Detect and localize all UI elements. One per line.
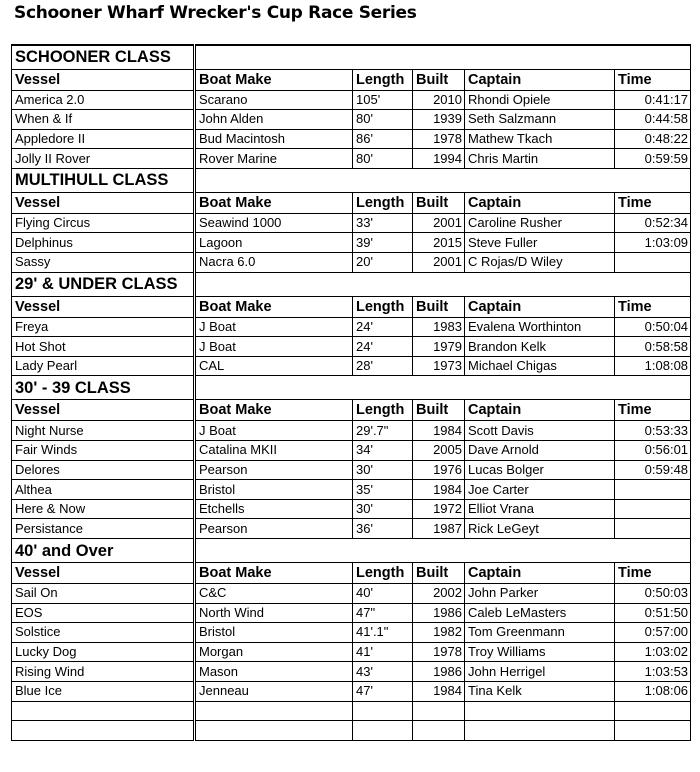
cell-time: 0:59:59: [615, 149, 691, 169]
column-header-vessel: Vessel: [12, 69, 195, 90]
cell-time: 1:03:02: [615, 642, 691, 662]
cell-boat-make: Pearson: [195, 519, 353, 539]
blank-cell: [195, 701, 353, 721]
cell-length: 41': [353, 642, 413, 662]
cell-vessel: Here & Now: [12, 499, 195, 519]
cell-length: 41'.1": [353, 623, 413, 643]
cell-length: 33': [353, 213, 413, 233]
column-header-vessel: Vessel: [12, 400, 195, 421]
cell-captain: Elliot Vrana: [465, 499, 615, 519]
cell-time: 0:48:22: [615, 129, 691, 149]
cell-built: 1987: [413, 519, 465, 539]
cell-built: 2001: [413, 213, 465, 233]
table-row: [12, 584, 691, 604]
cell-captain: Caleb LeMasters: [465, 603, 615, 623]
cell-vessel: Appledore II: [12, 129, 195, 149]
cell-length: 30': [353, 460, 413, 480]
cell-boat-make: Bristol: [195, 480, 353, 500]
cell-boat-make: Etchells: [195, 499, 353, 519]
column-header-built: Built: [413, 296, 465, 317]
cell-time: 0:41:17: [615, 90, 691, 110]
cell-boat-make: Rover Marine: [195, 149, 353, 169]
cell-vessel: Delores: [12, 460, 195, 480]
cell-time: [615, 519, 691, 539]
column-header-vessel: Vessel: [12, 563, 195, 584]
blank-cell: [12, 721, 195, 741]
cell-captain: Caroline Rusher: [465, 213, 615, 233]
cell-built: 1939: [413, 110, 465, 130]
cell-boat-make: CAL: [195, 356, 353, 376]
cell-built: 1983: [413, 317, 465, 337]
cell-time: [615, 253, 691, 273]
cell-vessel: Jolly II Rover: [12, 149, 195, 169]
cell-boat-make: Nacra 6.0: [195, 253, 353, 273]
column-header-captain: Captain: [465, 296, 615, 317]
table-row: [12, 603, 691, 623]
column-header-row: [12, 400, 691, 421]
blank-cell: [413, 721, 465, 741]
table-row: [12, 90, 691, 110]
column-header-length: Length: [353, 563, 413, 584]
cell-captain: Evalena Worthinton: [465, 317, 615, 337]
column-header-captain: Captain: [465, 400, 615, 421]
column-header-captain: Captain: [465, 192, 615, 213]
race-results-table: [11, 44, 691, 741]
cell-captain: C Rojas/D Wiley: [465, 253, 615, 273]
table-row: [12, 642, 691, 662]
column-header-built: Built: [413, 69, 465, 90]
cell-boat-make: Pearson: [195, 460, 353, 480]
table-row: [12, 317, 691, 337]
document-title: Schooner Wharf Wrecker's Cup Race Series: [14, 3, 417, 23]
cell-captain: Rick LeGeyt: [465, 519, 615, 539]
cell-length: 28': [353, 356, 413, 376]
class-title: 29' & UNDER CLASS: [12, 272, 195, 296]
cell-captain: Mathew Tkach: [465, 129, 615, 149]
cell-length: 35': [353, 480, 413, 500]
table-row: [12, 356, 691, 376]
cell-length: 43': [353, 662, 413, 682]
column-header-time: Time: [615, 69, 691, 90]
table-row: [12, 662, 691, 682]
table-row: [12, 460, 691, 480]
cell-vessel: America 2.0: [12, 90, 195, 110]
cell-built: 1978: [413, 642, 465, 662]
cell-built: 1994: [413, 149, 465, 169]
table-row: [12, 441, 691, 461]
class-title-row: [12, 539, 691, 563]
table-row: [12, 337, 691, 357]
cell-built: 1986: [413, 662, 465, 682]
cell-boat-make: C&C: [195, 584, 353, 604]
cell-built: 1984: [413, 480, 465, 500]
cell-built: 2010: [413, 90, 465, 110]
class-title-filler: [195, 45, 691, 69]
table-row: [12, 253, 691, 273]
cell-vessel: Fair Winds: [12, 441, 195, 461]
column-header-row: [12, 563, 691, 584]
class-title-filler: [195, 376, 691, 400]
cell-length: 36': [353, 519, 413, 539]
cell-time: 0:50:03: [615, 584, 691, 604]
table-row: [12, 499, 691, 519]
blank-cell: [195, 721, 353, 741]
class-title-row: [12, 168, 691, 192]
column-header-row: [12, 192, 691, 213]
column-header-time: Time: [615, 563, 691, 584]
cell-built: 1984: [413, 421, 465, 441]
cell-built: 1982: [413, 623, 465, 643]
cell-boat-make: Lagoon: [195, 233, 353, 253]
cell-captain: Lucas Bolger: [465, 460, 615, 480]
cell-captain: Michael Chigas: [465, 356, 615, 376]
column-header-captain: Captain: [465, 563, 615, 584]
cell-built: 1972: [413, 499, 465, 519]
cell-time: 0:58:58: [615, 337, 691, 357]
blank-cell: [615, 701, 691, 721]
cell-length: 47': [353, 681, 413, 701]
column-header-boat-make: Boat Make: [195, 192, 353, 213]
cell-length: 105': [353, 90, 413, 110]
cell-boat-make: Bud Macintosh: [195, 129, 353, 149]
class-title-row: [12, 376, 691, 400]
column-header-length: Length: [353, 69, 413, 90]
cell-vessel: Solstice: [12, 623, 195, 643]
blank-row: [12, 701, 691, 721]
cell-built: 1986: [413, 603, 465, 623]
blank-cell: [353, 721, 413, 741]
column-header-row: [12, 296, 691, 317]
blank-cell: [12, 701, 195, 721]
blank-cell: [413, 701, 465, 721]
cell-boat-make: Seawind 1000: [195, 213, 353, 233]
class-title: MULTIHULL CLASS: [12, 168, 195, 192]
table-row: [12, 623, 691, 643]
cell-vessel: Sassy: [12, 253, 195, 273]
blank-row: [12, 721, 691, 741]
class-title-row: [12, 272, 691, 296]
cell-captain: Chris Martin: [465, 149, 615, 169]
column-header-built: Built: [413, 563, 465, 584]
column-header-vessel: Vessel: [12, 296, 195, 317]
cell-boat-make: Mason: [195, 662, 353, 682]
class-title-filler: [195, 272, 691, 296]
cell-vessel: Lucky Dog: [12, 642, 195, 662]
cell-built: 1984: [413, 681, 465, 701]
cell-captain: Troy Williams: [465, 642, 615, 662]
cell-built: 1978: [413, 129, 465, 149]
cell-captain: Dave Arnold: [465, 441, 615, 461]
class-title-row: [12, 45, 691, 69]
cell-captain: Tom Greenmann: [465, 623, 615, 643]
column-header-time: Time: [615, 192, 691, 213]
cell-captain: Joe Carter: [465, 480, 615, 500]
cell-built: 2005: [413, 441, 465, 461]
cell-time: 0:56:01: [615, 441, 691, 461]
cell-length: 34': [353, 441, 413, 461]
column-header-boat-make: Boat Make: [195, 400, 353, 421]
cell-length: 80': [353, 110, 413, 130]
cell-length: 24': [353, 337, 413, 357]
cell-built: 1973: [413, 356, 465, 376]
cell-time: 1:03:53: [615, 662, 691, 682]
cell-built: 2015: [413, 233, 465, 253]
cell-captain: Seth Salzmann: [465, 110, 615, 130]
cell-length: 30': [353, 499, 413, 519]
cell-vessel: Persistance: [12, 519, 195, 539]
cell-time: 0:50:04: [615, 317, 691, 337]
cell-length: 24': [353, 317, 413, 337]
cell-length: 39': [353, 233, 413, 253]
cell-time: [615, 499, 691, 519]
cell-length: 80': [353, 149, 413, 169]
column-header-captain: Captain: [465, 69, 615, 90]
cell-vessel: Freya: [12, 317, 195, 337]
column-header-length: Length: [353, 400, 413, 421]
cell-length: 29'.7": [353, 421, 413, 441]
class-title-filler: [195, 168, 691, 192]
table-row: [12, 149, 691, 169]
class-title: 40' and Over: [12, 539, 195, 563]
cell-captain: Scott Davis: [465, 421, 615, 441]
column-header-built: Built: [413, 400, 465, 421]
cell-vessel: Rising Wind: [12, 662, 195, 682]
column-header-time: Time: [615, 400, 691, 421]
cell-vessel: When & If: [12, 110, 195, 130]
cell-vessel: Lady Pearl: [12, 356, 195, 376]
table-row: [12, 519, 691, 539]
table-row: [12, 213, 691, 233]
cell-boat-make: Bristol: [195, 623, 353, 643]
cell-boat-make: J Boat: [195, 317, 353, 337]
cell-boat-make: Morgan: [195, 642, 353, 662]
cell-length: 20': [353, 253, 413, 273]
cell-time: 1:03:09: [615, 233, 691, 253]
cell-built: 1976: [413, 460, 465, 480]
cell-boat-make: Scarano: [195, 90, 353, 110]
cell-captain: Steve Fuller: [465, 233, 615, 253]
table-row: [12, 129, 691, 149]
cell-time: 0:51:50: [615, 603, 691, 623]
cell-length: 40': [353, 584, 413, 604]
cell-boat-make: North Wind: [195, 603, 353, 623]
cell-boat-make: J Boat: [195, 337, 353, 357]
cell-time: 0:52:34: [615, 213, 691, 233]
cell-vessel: Delphinus: [12, 233, 195, 253]
cell-captain: John Herrigel: [465, 662, 615, 682]
column-header-length: Length: [353, 296, 413, 317]
blank-cell: [353, 701, 413, 721]
cell-time: [615, 480, 691, 500]
cell-time: 0:59:48: [615, 460, 691, 480]
cell-boat-make: Jenneau: [195, 681, 353, 701]
table-row: [12, 110, 691, 130]
column-header-built: Built: [413, 192, 465, 213]
cell-time: 1:08:08: [615, 356, 691, 376]
class-title: 30' - 39 CLASS: [12, 376, 195, 400]
table-row: [12, 681, 691, 701]
blank-cell: [465, 701, 615, 721]
class-title-filler: [195, 539, 691, 563]
cell-vessel: Althea: [12, 480, 195, 500]
cell-built: 1979: [413, 337, 465, 357]
cell-captain: Rhondi Opiele: [465, 90, 615, 110]
cell-captain: John Parker: [465, 584, 615, 604]
column-header-boat-make: Boat Make: [195, 69, 353, 90]
table-row: [12, 233, 691, 253]
cell-vessel: Blue Ice: [12, 681, 195, 701]
cell-vessel: EOS: [12, 603, 195, 623]
cell-time: 0:53:33: [615, 421, 691, 441]
column-header-time: Time: [615, 296, 691, 317]
cell-built: 2001: [413, 253, 465, 273]
blank-cell: [615, 721, 691, 741]
cell-length: 86': [353, 129, 413, 149]
column-header-vessel: Vessel: [12, 192, 195, 213]
blank-cell: [465, 721, 615, 741]
table-row: [12, 421, 691, 441]
cell-built: 2002: [413, 584, 465, 604]
cell-length: 47": [353, 603, 413, 623]
table-row: [12, 480, 691, 500]
cell-captain: Brandon Kelk: [465, 337, 615, 357]
column-header-length: Length: [353, 192, 413, 213]
class-title: SCHOONER CLASS: [12, 45, 195, 69]
cell-vessel: Flying Circus: [12, 213, 195, 233]
cell-vessel: Hot Shot: [12, 337, 195, 357]
cell-time: 1:08:06: [615, 681, 691, 701]
cell-time: 0:57:00: [615, 623, 691, 643]
cell-boat-make: John Alden: [195, 110, 353, 130]
cell-boat-make: J Boat: [195, 421, 353, 441]
cell-boat-make: Catalina MKII: [195, 441, 353, 461]
column-header-boat-make: Boat Make: [195, 296, 353, 317]
column-header-boat-make: Boat Make: [195, 563, 353, 584]
race-results-body: [12, 45, 691, 740]
cell-time: 0:44:58: [615, 110, 691, 130]
cell-vessel: Night Nurse: [12, 421, 195, 441]
cell-captain: Tina Kelk: [465, 681, 615, 701]
column-header-row: [12, 69, 691, 90]
cell-vessel: Sail On: [12, 584, 195, 604]
